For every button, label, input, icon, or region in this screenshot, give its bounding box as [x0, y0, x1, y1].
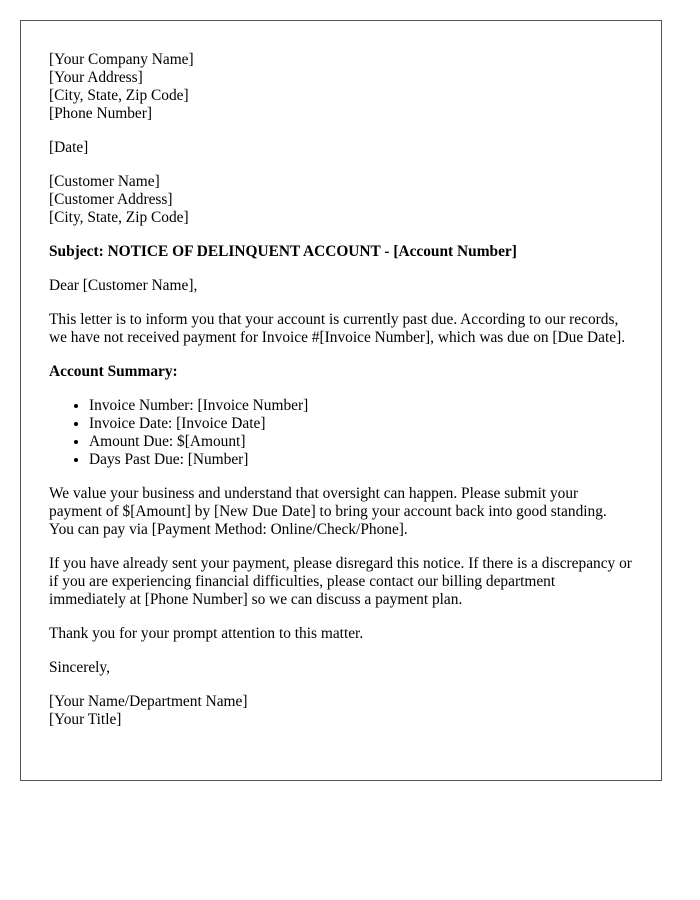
paragraph-disregard: If you have already sent your payment, please disregard this notice. If there is a discrepancy or if you are experiencing financial difficulties, please contact our billing department immediately at [Phone Number] so we can discuss a payment plan. [49, 555, 632, 608]
sender-phone: [Phone Number] [49, 105, 153, 122]
closing: Sincerely, [49, 659, 110, 676]
signature-block [49, 693, 633, 729]
summary-item-invoice-date: • Invoice Date: [Invoice Date] [89, 415, 633, 433]
letter [20, 20, 662, 781]
paragraph-intro: This letter is to inform you that your account is currently past due. According to our records, we have not received payment for Invoice #[Invoice Number], which was due on [Due Date]. [49, 311, 626, 346]
salutation: Dear [Customer Name], [49, 277, 198, 294]
recipient-name: [Customer Name] [49, 173, 160, 190]
signature-name: [Your Name/Department Name] [49, 693, 248, 710]
paragraph-request: We value your business and understand that oversight can happen. Please submit your payment of $[Amount] by [New Due Date] to bring your account back into good standing. You can pay via [Payment Method: Online/Check/Phone]. [49, 485, 607, 538]
summary-item-amount-due: • Amount Due: $[Amount] [89, 433, 633, 451]
recipient-city-state-zip: [City, State, Zip Code] [49, 209, 189, 226]
sender-address: [Your Address] [49, 69, 143, 86]
letter-date: [Date] [49, 139, 89, 156]
account-summary-list [49, 397, 633, 469]
sender-block [49, 51, 633, 123]
recipient-address: [Customer Address] [49, 191, 173, 208]
date-block [49, 139, 633, 157]
sender-company: [Your Company Name] [49, 51, 194, 68]
signature-title: [Your Title] [49, 711, 122, 728]
summary-item-days-past-due: • Days Past Due: [Number] [89, 451, 633, 469]
sender-city-state-zip: [City, State, Zip Code] [49, 87, 189, 104]
subject-line: Subject: NOTICE OF DELINQUENT ACCOUNT - [Account Number] [49, 243, 517, 260]
account-summary-heading: Account Summary: [49, 363, 178, 380]
recipient-block [49, 173, 633, 227]
paragraph-thanks: Thank you for your prompt attention to this matter. [49, 625, 364, 642]
summary-item-invoice-number: • Invoice Number: [Invoice Number] [89, 397, 633, 415]
